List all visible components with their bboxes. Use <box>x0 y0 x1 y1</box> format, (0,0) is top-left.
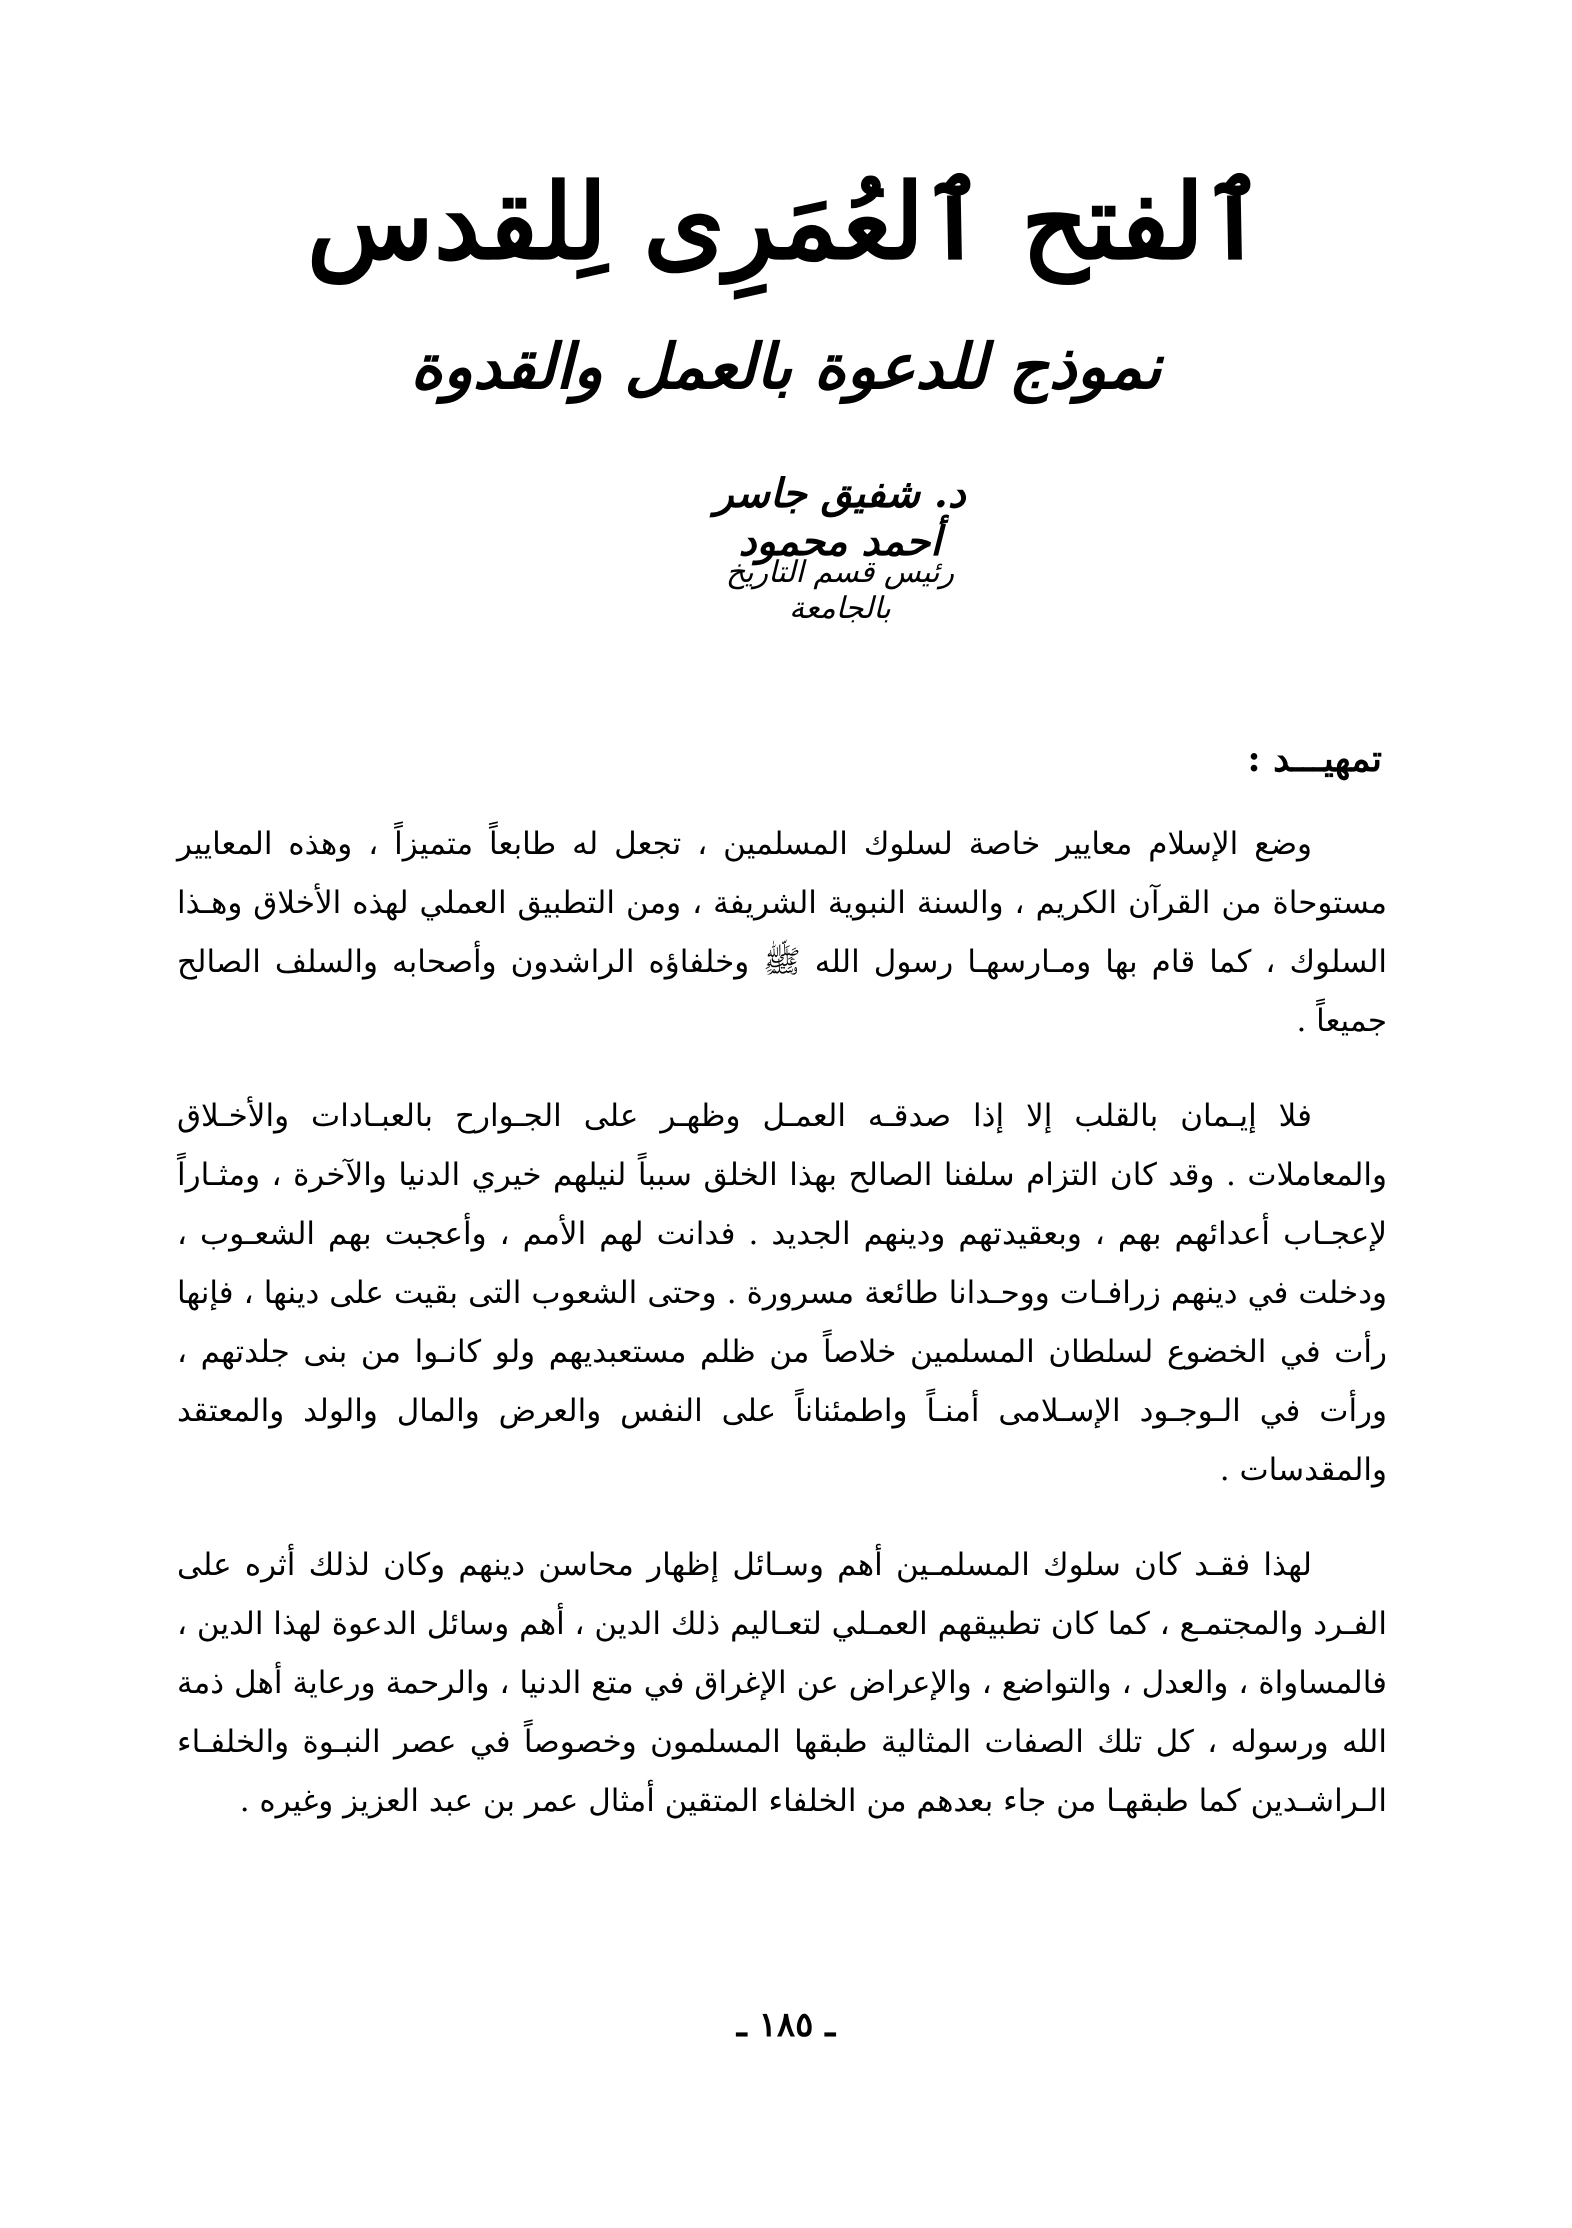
body-text <box>177 815 1387 1867</box>
paragraph: فلا إيـمان بالقلب إلا إذا صدقـه العمـل وظهـر على الجـوارح بالعبـادات والأخـلاق والمعاملات . وقد كان التزام سلفنا الصالح بهذا الخلق سبباً لنيلهم خيري الدنيا والآخرة ، ومثـاراً لإعجـاب أعدائهم بهم ، وبعقيدتهم ودينهم الجديد . فدانت لهم الأمم ، وأعجبت بهم الشعـوب ، ودخلت في دينهم زرافـات ووحـدانا طائعة مسرورة . وحتى الشعوب التى بقيت على دينها ، فإنها رأت في الخضوع لسلطان المسلمين خلاصاً من ظلم مستعبديهم ولو كانـوا من بنى جلدتهم ، ورأت في الـوجـود الإسـلامى أمنـاً واطمئناناً على النفس والعرض والمال والولد والمعتقد والمقدسات . <box>177 1098 1387 1488</box>
author-name: د. شفيق جاسر أحمد محمود <box>714 470 966 565</box>
paragraph: وضع الإسلام معايير خاصة لسلوك المسلمين ، تجعل له طابعاً متميزاً ، وهذه المعايير مستوحاة من القرآن الكريم ، والسنة النبوية الشريفة ، ومن التطبيق العملي لهذه الأخلاق وهـذا السلوك ، كما قام بها ومـارسهـا رسول الله ﷺ وخلفاؤه الراشدون وأصحابه والسلف الصالح جميعاً . <box>177 826 1387 1039</box>
author-role: رئيس قسم التاريخ بالجامعة <box>725 555 955 626</box>
page-subtitle: نموذج للدعوة بالعمل والقدوة <box>410 330 1162 403</box>
section-heading: تمهيـــد : <box>1247 738 1382 780</box>
page-number: ـ ١٨٥ ـ <box>736 2005 836 2045</box>
page-title: ٱلفتح ٱلعُمَرِى لِلقدس <box>306 160 1266 283</box>
paragraph: لهذا فقـد كان سلوك المسلمـين أهم وسـائل إظهار محاسن دينهم وكان لذلك أثره على الفـرد والمجتمـع ، كما كان تطبيقهم العمـلي لتعـاليم ذلك الدين ، أهم وسائل الدعوة لهذا الدين ، فالمساواة ، والعدل ، والتواضع ، والإعراض عن الإغراق في متع الدنيا ، والرحمة ورعاية أهل ذمة الله ورسوله ، كل تلك الصفات المثالية طبقها المسلمون وخصوصاً في عصر النبـوة والخلفـاء الـراشـدين كما طبقهـا من جاء بعدهم من الخلفاء المتقين أمثال عمر بن عبد العزيز وغيره . <box>177 1547 1387 1819</box>
